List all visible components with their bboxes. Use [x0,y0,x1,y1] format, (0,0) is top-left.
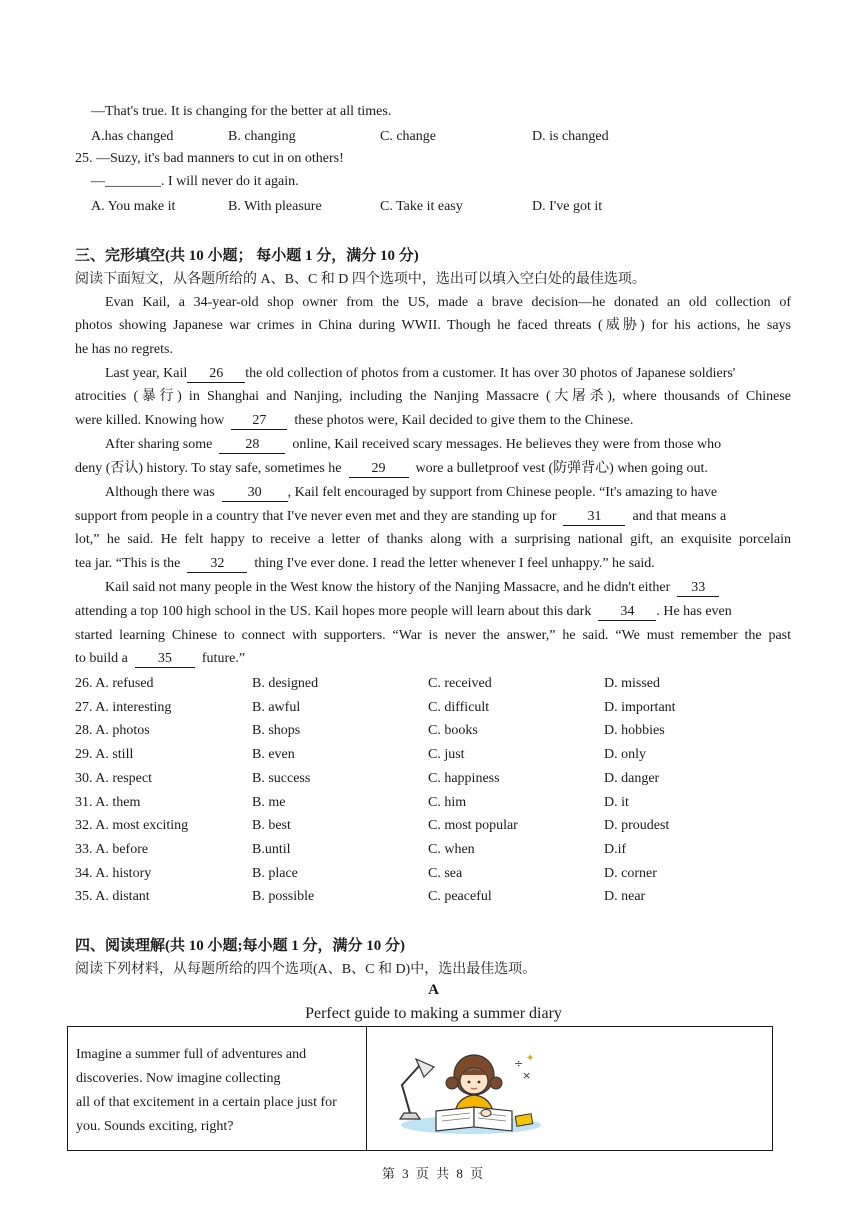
cloze-option: B. me [252,794,286,810]
cloze-option: 32. A. most exciting [75,818,189,834]
cloze-option: 31. A. them [75,794,141,810]
passage-p3-line1-b: online, Kail received scary messages. He believes they were from those who [292,437,722,452]
cloze-option: D. important [604,699,676,715]
cloze-option: D. danger [604,770,660,786]
svg-text:÷: ÷ [514,1057,524,1070]
cloze-option: B. shops [252,723,301,739]
blank-28: 28 [219,437,285,454]
blank-27: 27 [231,413,287,430]
passage-p4-line1 [105,483,791,503]
passage-p4-line2 [75,507,791,527]
cloze-option: D. proudest [604,818,670,834]
q25-reply [91,174,299,190]
section4-instruction: 阅读下列材料，从每题所给的四个选项(A、B、C 和 D)中，选出最佳选项。 [75,962,537,977]
intro-line-3: all of that excitement in a certain place just for [76,1095,337,1110]
passage-p2-line3-a: were killed. Knowing how [75,413,225,428]
cloze-option: C. happiness [428,770,500,786]
cloze-option: D. hobbies [604,723,665,739]
passage-p2-line3-b: these photos were, Kail decided to give them to the Chinese. [294,413,634,428]
blank-30: 30 [222,485,288,502]
q25-reply-rest: . I will never do it again. [161,174,299,189]
cloze-option: B. designed [252,676,319,691]
cloze-option: 35. A. distant [75,889,150,905]
passage-p2-line2: atrocities (暴行) in Shanghai and Nanjing, including the Nanjing Massacre (大屠杀), where thousands of Chinese [75,389,791,404]
cloze-option: C. him [428,794,467,810]
cloze-option: 26. A. refused [75,676,154,691]
cloze-option: B. success [252,770,311,786]
cloze-option: 34. A. history [75,865,152,881]
passage-p1-line2: photos showing Japanese war crimes in China during WWII. Though he faced threats (威胁) for his actions, he says [75,318,791,333]
q24-option-a: A.has changed [91,129,174,144]
intro-table [67,1026,773,1151]
cloze-option: C. peaceful [428,889,492,905]
page-footer: 第 3 页 共 8 页 [381,1166,486,1181]
cloze-option: 33. A. before [75,841,149,857]
q24-dialog: —That's true. It is changing for the better at all times. [91,104,392,119]
blank-26: 26 [187,366,245,383]
intro-text [76,1043,364,1139]
intro-line-2: discoveries. Now imagine collecting [76,1071,281,1086]
cloze-option: 27. A. interesting [75,699,172,715]
cloze-option: B. awful [252,699,301,715]
table-divider [366,1027,367,1150]
passage-p3-line2-b: wore a bulletproof vest (防弹背心) when going out. [415,461,708,476]
blank-29: 29 [349,461,409,478]
blank-34: 34 [598,604,656,621]
cloze-option: B. possible [252,889,315,905]
q25-reply-prefix: — [91,174,105,189]
passage-p4-line1-b: , Kail felt encouraged by support from Chinese people. “It's amazing to have [287,485,718,500]
cloze-option: C. when [428,841,475,857]
q24-option-d: D. is changed [532,129,609,144]
section4-title: 四、阅读理解(共 10 小题;每小题 1 分，满分 10 分) [75,938,405,954]
passage-p5-line1 [105,578,791,598]
cloze-option: C. just [428,747,465,763]
cloze-option: D. corner [604,865,657,881]
cloze-option: B. even [252,747,295,763]
blank-31: 31 [563,509,625,526]
cloze-option: C. books [428,723,478,739]
passage-p5-line2-b: . He has even [656,604,732,619]
passage-p3-line2-a: deny (否认) history. To stay safe, sometimes he [75,461,342,476]
blank-33: 33 [677,580,719,597]
passage-p5-line2-a: attending a top 100 high school in the US. Kail hopes more people will learn about this dark [75,604,592,619]
cloze-option: D. near [604,889,646,905]
passage-p5-line4 [75,649,791,669]
passage-p2-line1-a: Last year, Kail [105,366,188,381]
passage-p3-line1 [105,435,791,455]
svg-text:✦: ✦ [526,1053,535,1064]
cloze-option: D.if [604,841,627,857]
blank-35: 35 [135,651,195,668]
passage-p2-line1-b: the old collection of photos from a customer. It has over 30 photos of Japanese soldiers' [245,366,736,381]
passage-p2-line1 [105,364,791,384]
q24-option-c: C. change [380,129,436,144]
passage-p5-line4-b: future.” [201,651,246,666]
girl-writing-diary-illustration [386,1045,546,1137]
intro-line-4: you. Sounds exciting, right? [76,1119,234,1134]
article-title: Perfect guide to making a summer diary [305,1005,562,1022]
passage-p5-line2 [75,602,791,622]
q25-reply-blank: ________ [105,174,161,189]
passage-p4-line2-b: and that means a [632,509,727,524]
cloze-option: B.until [252,841,291,857]
cloze-option: D. it [604,794,629,810]
q24-option-b: B. changing [228,129,296,144]
cloze-option: C. sea [428,865,463,881]
cloze-option: 28. A. photos [75,723,150,739]
cloze-option: 30. A. respect [75,770,152,786]
cloze-option: C. difficult [428,699,490,715]
passage-p5-line4-a: to build a [75,651,128,666]
svg-text:×: × [522,1069,532,1082]
intro-line-1: Imagine a summer full of adventures and [76,1047,307,1062]
q25-option-a: A. You make it [91,199,176,214]
reading-part-label: A [428,982,439,998]
passage-p5-line1-a: Kail said not many people in the West know the history of the Nanjing Massacre, and he didn't either [105,580,671,595]
q25-option-c: C. Take it easy [380,199,463,214]
passage-p4-line2-a: support from people in a country that I've never even met and they are standing up for [75,509,557,524]
cloze-option: B. best [252,818,291,834]
passage-p4-line4-b: thing I've ever done. I read the letter whenever I feel unhappy.” he said. [254,556,655,571]
passage-p3-line2 [75,459,791,479]
passage-p4-line3: lot,” he said. He felt happy to receive a letter of thanks along with a surprising national gift, an exquisite porcelain [75,532,791,547]
cloze-option: C. most popular [428,818,518,834]
cloze-option: C. received [428,676,492,691]
passage-p5-line3: started learning Chinese to connect with supporters. “War is never the answer,” he said. “We must remember the past [75,628,791,643]
passage-p3-line1-a: After sharing some [105,437,213,452]
q25-option-b: B. With pleasure [228,199,322,214]
passage-p1-line1: Evan Kail, a 34-year-old shop owner from the US, made a brave decision—he donated an old collection of [105,295,791,310]
passage-p4-line4 [75,554,791,574]
cloze-option: D. missed [604,676,660,691]
passage-p4-line4-a: tea jar. “This is the [75,556,181,571]
cloze-option: 29. A. still [75,747,134,763]
passage-p4-line1-a: Although there was [105,485,215,500]
passage-p1-line3: he has no regrets. [75,342,173,357]
q25-option-d: D. I've got it [532,199,603,214]
section3-instruction: 阅读下面短文，从各题所给的 A、B、C 和 D 四个选项中，选出可以填入空白处的最佳选项。 [75,272,646,287]
cloze-option: B. place [252,865,298,881]
cloze-option: D. only [604,747,646,763]
passage-p2-line3 [75,411,791,431]
q25-prompt: 25. —Suzy, it's bad manners to cut in on others! [75,151,344,166]
section3-title: 三、完形填空(共 10 小题； 每小题 1 分，满分 10 分) [75,248,419,264]
blank-32: 32 [187,556,247,573]
